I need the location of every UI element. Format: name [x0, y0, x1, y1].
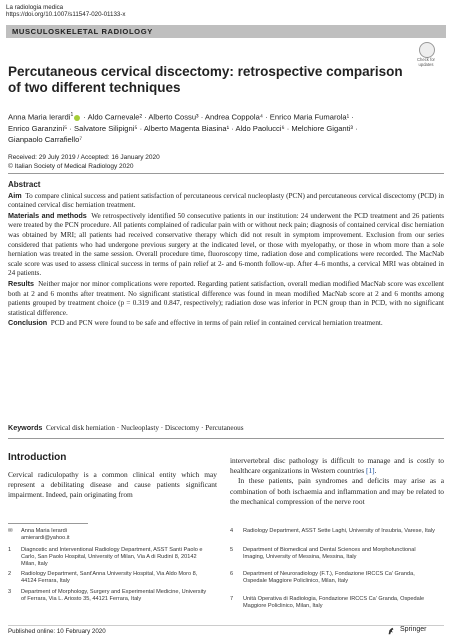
- update-icon: [419, 42, 435, 58]
- article-title: Percutaneous cervical discectomy: retrospective comparison of two different techniques: [8, 64, 403, 95]
- copyright: © Italian Society of Medical Radiology 2020: [8, 162, 134, 170]
- affiliation-6: 6 Department of Neuroradiology (F.T.), Fondazione IRCCS Ca' Granda, Ospedale Maggiore Policlinico, Milan, Italy: [230, 571, 415, 584]
- authors-line3: Gianpaolo Carrafiello⁷: [8, 134, 83, 144]
- affiliation-4: 4 Radiology Department, ASST Sette Laghi, University of Insubria, Varese, Italy: [230, 528, 435, 534]
- abstract-methods: Materials and methods We retrospectively identified 50 consecutive patients in our institution: 24 underwent the PCD treatment and 26 patients were treated by the PCN procedure. All patients complained of radicular pain with or without neck pain; diagnosis of contained cervical disc herniation was obtained by MRI; all patients had received conservative therapy which did not result in symptom improvement. Exclusion from our series considered that patients who had undergone previous surgery at the indicated level, or those with myelopathy, or those in whom more than a sole herniation was treated in the same session. Overall procedure time, fluoroscopy time, radiation dose and complications were recorded. The MacNab scale score was used to assess clinical success in terms of pain relief at 2- and 6-month follow-up. After 4–6 months, a cervical MRI was obtained in 24 patients.: [8, 210, 444, 278]
- intro-left-text: Cervical radiculopathy is a common clinical entity which may represent a debilitating disease and cause patients significant impairment. Indeed, pain originating from: [8, 470, 217, 500]
- authors-line1-rest: · Aldo Carnevale² · Alberto Cossu³ · Andrea Coppola⁴ · Enrico Maria Fumarola¹ ·: [81, 112, 354, 122]
- affiliation-5: 5 Department of Biomedical and Dental Sciences and Morphofunctional Imaging, University of Messina, Messina, Italy: [230, 547, 416, 560]
- published-online: Published online: 10 February 2020: [8, 628, 106, 635]
- author-first-sup: 1: [70, 112, 74, 118]
- publisher-logo: Springer: [400, 626, 427, 633]
- intro-heading: Introduction: [8, 452, 67, 463]
- badge-line1: Check for: [417, 57, 435, 62]
- corresponding-name: Anna Maria Ierardi: [21, 528, 68, 534]
- journal-name: La radiologia medica: [6, 4, 64, 11]
- received-accepted: Received: 29 July 2019 / Accepted: 16 January 2020: [8, 154, 160, 161]
- footnote-rule: [8, 523, 88, 524]
- reference-link[interactable]: [1]: [366, 466, 375, 476]
- orcid-icon[interactable]: [74, 115, 80, 121]
- author-list: [8, 110, 444, 145]
- affiliation-1: 1 Diagnostic and Interventional Radiology Department, ASST Santi Paolo e Carlo, San Paolo Hospital, University of Milan, Via A di Rudinì 8, 20142 Milan, Italy: [8, 547, 203, 567]
- article-dates: [8, 154, 160, 171]
- affiliation-7: 7 Unità Operativa di Radiologia, Fondazione IRCCS Ca' Granda, Ospedale Maggiore Policlinico, Milan, Italy: [230, 596, 425, 609]
- divider: [8, 438, 444, 439]
- keywords-label: Keywords: [8, 423, 43, 432]
- footer-rule: [8, 625, 444, 626]
- authors-line2: Enrico Garanzini⁵ · Salvatore Silipigni⁵ · Alberto Magenta Biasina¹ · Aldo Paolucci⁶ · Melchiore Giganti³ ·: [8, 123, 358, 133]
- intro-right-p2: In these patients, pain syndromes and deficits may arise as a combination of both ischaemia and inflammation and may be related to the mechanical compression of the nerve root: [230, 476, 444, 506]
- abstract-conclusion: Conclusion PCD and PCN were found to be safe and effective in terms of pain relief in contained cervical herniation treatment.: [8, 318, 383, 328]
- section-label: MUSCULOSKELETAL RADIOLOGY: [12, 26, 153, 36]
- keywords: [8, 423, 444, 432]
- affiliation-2: 2 Radiology Department, Sant'Anna University Hospital, Via Aldo Moro 8, 44124 Ferrara, Italy: [8, 571, 198, 584]
- journal-header: [6, 4, 125, 19]
- affiliation-3: 3 Department of Morphology, Surgery and Experimental Medicine, University of Ferrara, Via L. Ariosto 35, 44121 Ferrara, Italy: [8, 589, 207, 602]
- intro-right-p1: intervertebral disc pathology is difficult to manage and is costly to healthcare organizations in Western countries: [230, 456, 444, 476]
- abstract: [8, 180, 444, 329]
- abstract-heading: Abstract: [8, 180, 41, 189]
- envelope-icon: ✉: [8, 528, 13, 534]
- keywords-text: Cervical disk herniation · Nucleoplasty · Discectomy · Percutaneous: [45, 424, 244, 432]
- intro-right-column: intervertebral disc pathology is difficult to manage and is costly to healthcare organizations in Western countries [1]. In these patients, pain syndromes and deficits may arise as a combination of both ischaemia and inflammation and may be related to the mechanical compression of the nerve root: [230, 456, 444, 506]
- badge-line2: updates: [418, 61, 434, 67]
- divider: [8, 173, 444, 174]
- springer-horse-icon: [387, 627, 395, 635]
- doi-link[interactable]: https://doi.org/10.1007/s11547-020-01133-x: [6, 11, 126, 19]
- corresponding-email[interactable]: amierardi@yahoo.it: [21, 535, 70, 541]
- abstract-results: Results Neither major nor minor complications were reported. Regarding patient satisfaction, overall median modified MacNab score was excellent both at 2 and 6 months after treatment. No significant statistical difference was found in mean modified MacNab score at 2 and 6 months among patients grouped by treatment choice (p = 0.319 and 0.847, respectively); radiation dose was inferior in PCN group than in PCD, with no significant statistical difference.: [8, 278, 444, 317]
- author-first[interactable]: Anna Maria Ierardi: [8, 112, 71, 122]
- check-for-updates-badge[interactable]: [413, 42, 439, 72]
- abstract-aim: Aim To compare clinical success and patient satisfaction of percutaneous cervical nucleoplasty (PCN) and percutaneous cervical discectomy (PCD) in contained cervical disc herniation treatment.: [8, 190, 444, 210]
